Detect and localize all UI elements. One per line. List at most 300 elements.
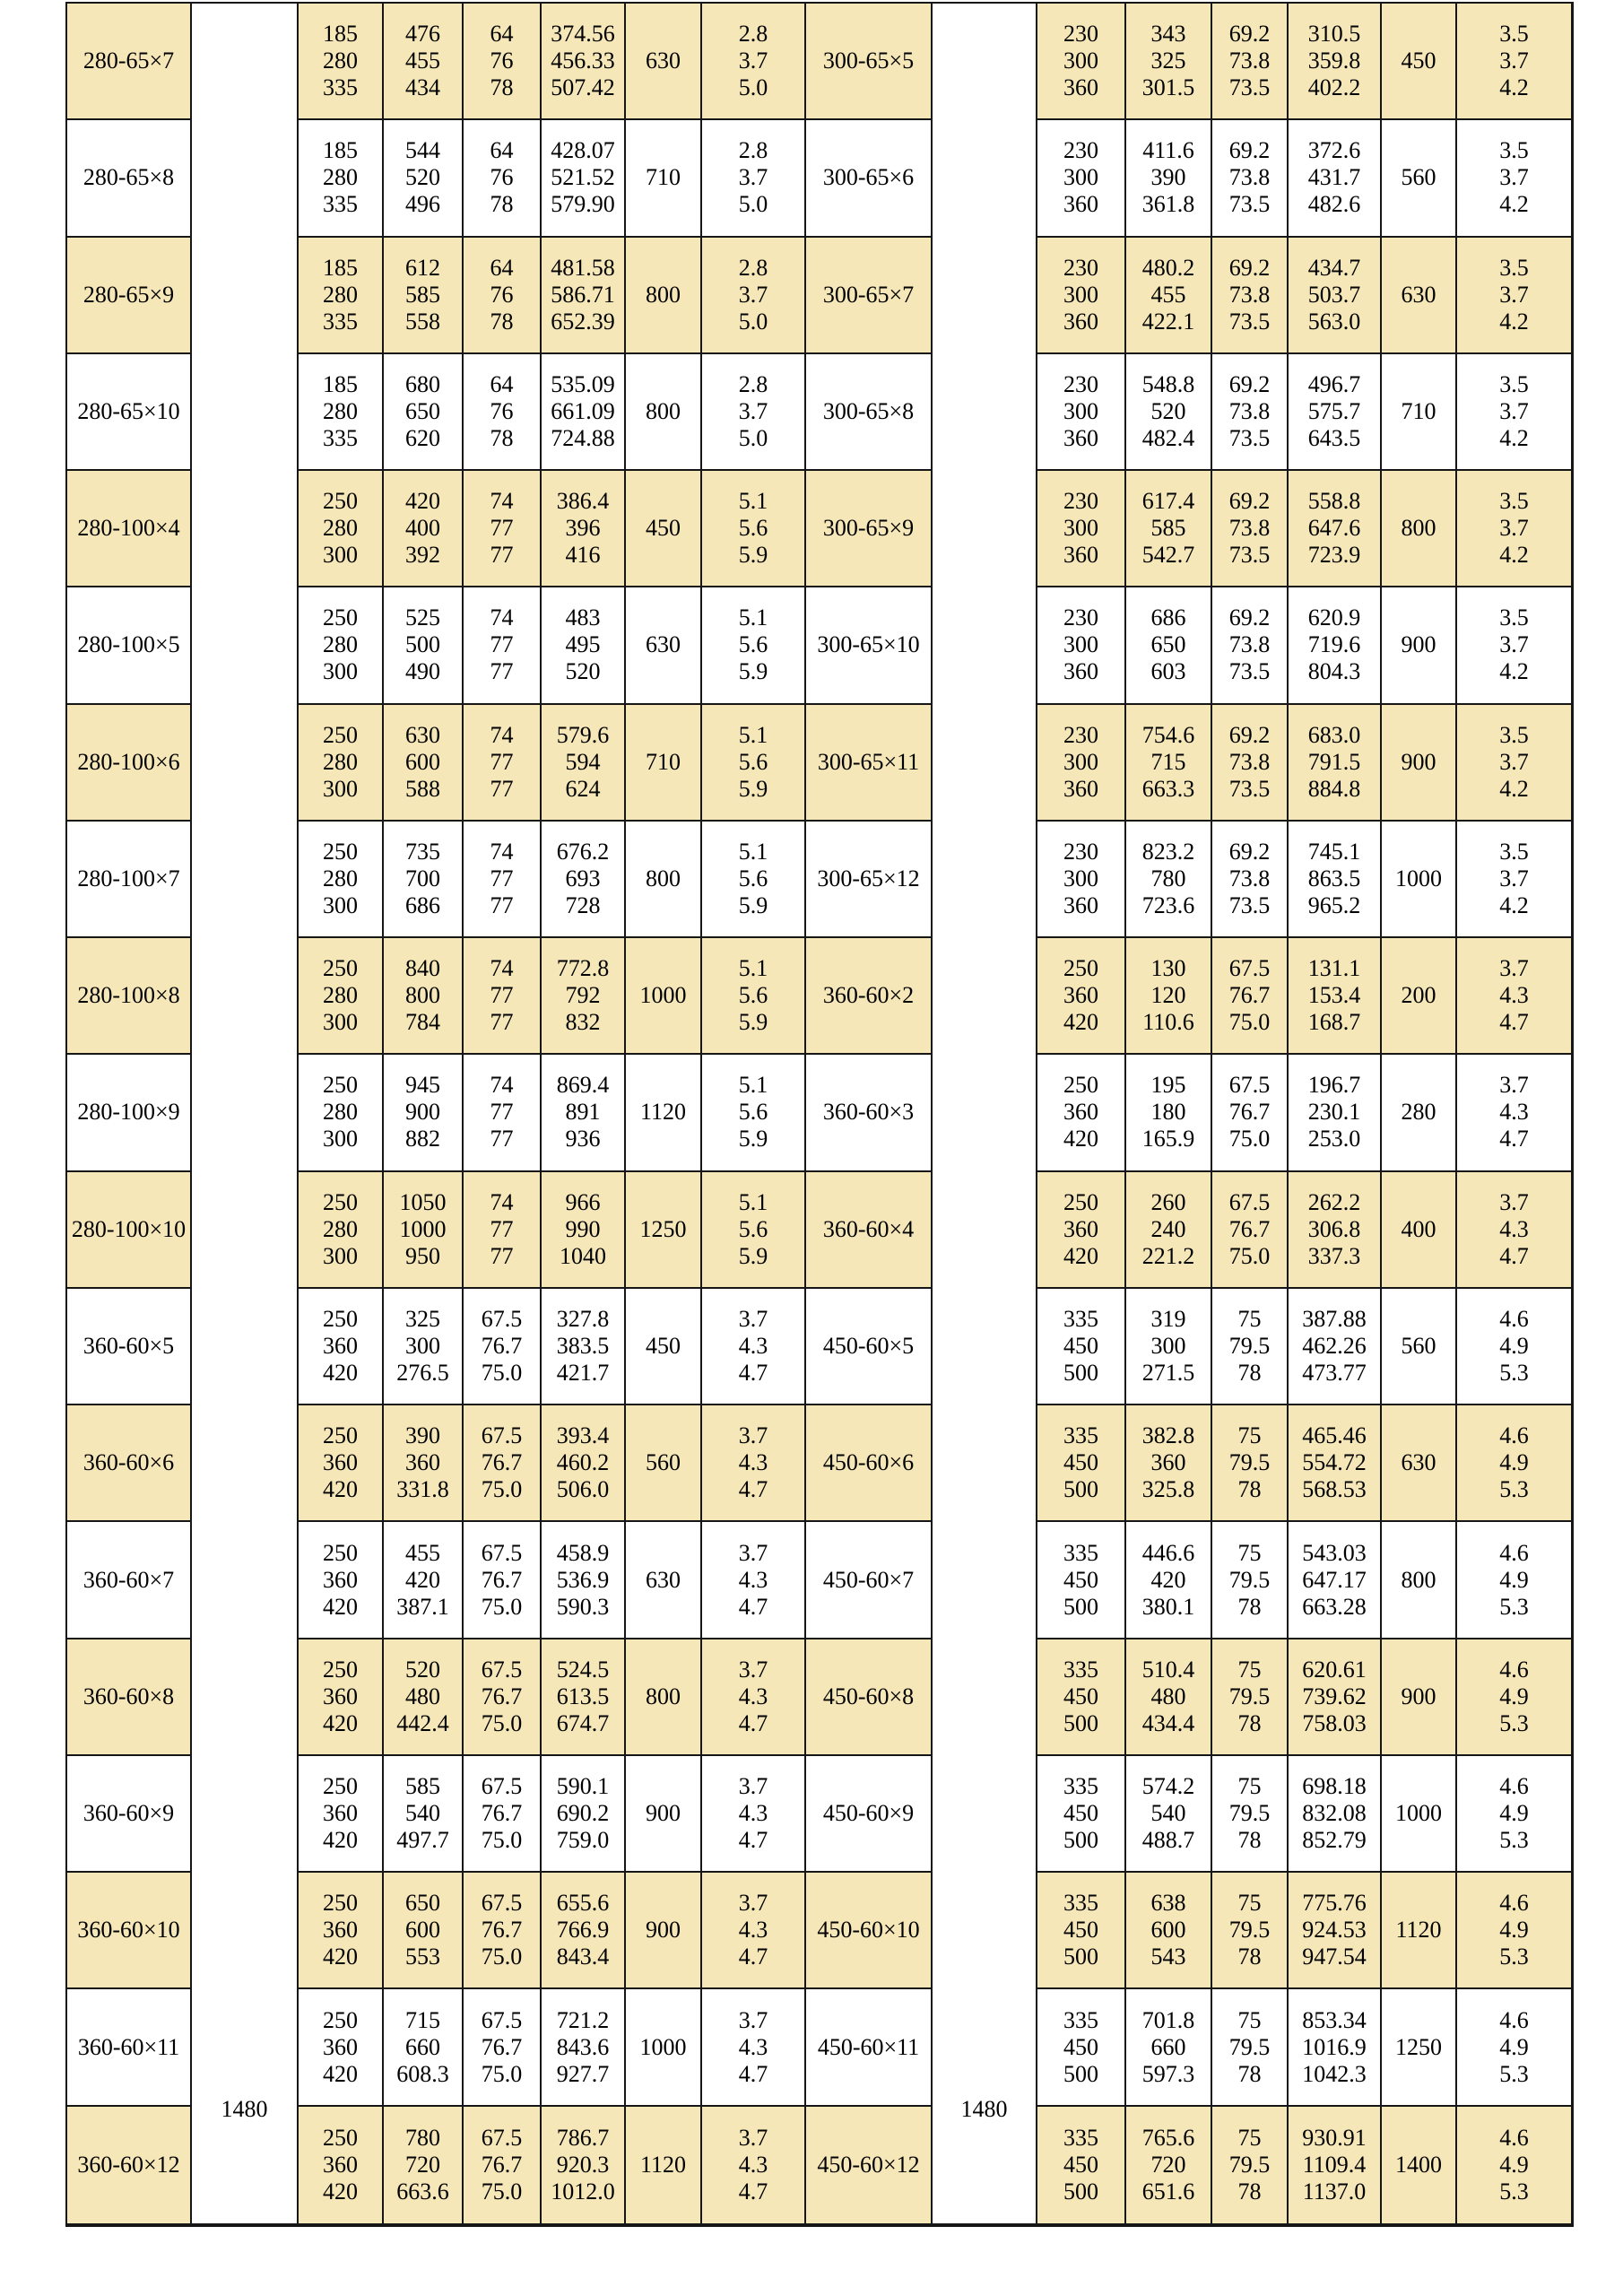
cell-left-power (542, 1989, 626, 2106)
value-npsh: 5.9 (738, 542, 768, 569)
value-power: 496.7 (1307, 370, 1361, 397)
value-head: 600 (1150, 1917, 1186, 1944)
value-flow: 420 (1063, 1242, 1098, 1269)
value-eff: 67.5 (481, 1773, 523, 1800)
value-npsh: 4.7 (738, 1944, 768, 1970)
cell-left-flow (299, 1989, 384, 2106)
value-motor: 630 (646, 1566, 681, 1593)
cell-right-motor (1382, 1756, 1457, 1873)
value-eff: 75.0 (481, 1827, 523, 1854)
value-flow: 420 (323, 1593, 358, 1620)
cell-left-motor (626, 1289, 702, 1405)
value-flow: 360 (323, 1449, 358, 1476)
cell-left-power (542, 471, 626, 587)
value-flow: 500 (1063, 1827, 1098, 1854)
cell-right-npsh (1457, 1756, 1571, 1873)
value-head: 540 (405, 1800, 440, 1827)
cell-right-eff (1212, 120, 1289, 237)
value-head: 720 (1150, 2151, 1186, 2178)
cell-right-power (1289, 1522, 1382, 1639)
value-flow: 280 (323, 397, 358, 424)
value-eff: 67.5 (481, 1890, 523, 1917)
value-head: 720 (405, 2151, 440, 2178)
cell-right-npsh (1457, 1405, 1571, 1522)
value-npsh: 4.6 (1499, 2006, 1529, 2033)
value-npsh: 5.0 (738, 424, 768, 451)
value-power: 766.9 (556, 1917, 610, 1944)
value-eff: 73.5 (1228, 775, 1271, 802)
value-power: 853.34 (1302, 2006, 1367, 2033)
value-motor: 800 (646, 397, 681, 424)
cell-left-motor (626, 2107, 702, 2223)
value-model: 300-65×10 (817, 631, 920, 658)
value-model: 360-60×3 (822, 1099, 915, 1126)
speed-value-left: 1480 (221, 2095, 268, 2122)
value-eff: 78 (490, 424, 514, 451)
value-flow: 420 (323, 2060, 358, 2087)
cell-left-flow (299, 1873, 384, 1989)
value-npsh: 5.0 (738, 74, 768, 101)
value-npsh: 3.7 (1499, 631, 1529, 658)
value-power: 386.4 (556, 488, 610, 515)
value-eff: 78 (1237, 1709, 1262, 1736)
value-power: 1042.3 (1302, 2060, 1367, 2087)
value-eff: 78 (1237, 1944, 1262, 1970)
value-npsh: 5.9 (738, 1009, 768, 1036)
value-head: 663.6 (396, 2178, 449, 2205)
value-head: 110.6 (1142, 1009, 1194, 1036)
value-npsh: 4.6 (1499, 1306, 1529, 1333)
cell-left-npsh (702, 1289, 806, 1405)
value-npsh: 4.2 (1499, 542, 1529, 569)
cell-right-power (1289, 1405, 1382, 1522)
value-npsh: 3.5 (1499, 604, 1529, 631)
value-npsh: 4.9 (1499, 1333, 1529, 1360)
value-power: 721.2 (556, 2006, 610, 2033)
value-power: 620.61 (1302, 1656, 1367, 1683)
value-npsh: 5.6 (738, 865, 768, 891)
cell-left-npsh (702, 1639, 806, 1756)
value-npsh: 3.5 (1499, 254, 1529, 281)
value-flow: 250 (323, 1773, 358, 1800)
value-model: 300-65×5 (822, 48, 915, 74)
value-power: 884.8 (1307, 775, 1361, 802)
value-eff: 64 (490, 254, 514, 281)
value-flow: 500 (1063, 1944, 1098, 1970)
cell-right-model (806, 1289, 933, 1405)
value-flow: 450 (1063, 1917, 1098, 1944)
cell-left-npsh (702, 1756, 806, 1873)
cell-right-head (1126, 238, 1212, 354)
value-head: 325 (405, 1306, 440, 1333)
cell-right-flow (1037, 705, 1126, 822)
cell-right-npsh (1457, 1873, 1571, 1989)
value-npsh: 3.7 (738, 164, 768, 191)
value-eff: 77 (490, 775, 514, 802)
value-motor: 630 (1401, 1449, 1436, 1476)
value-motor: 900 (1401, 631, 1436, 658)
value-head: 420 (405, 1566, 440, 1593)
value-motor: 450 (646, 515, 681, 542)
value-npsh: 4.9 (1499, 1800, 1529, 1827)
value-power: 1109.4 (1302, 2151, 1367, 2178)
value-motor: 450 (1401, 48, 1436, 74)
cell-left-flow (299, 471, 384, 587)
value-head: 390 (1150, 164, 1186, 191)
cell-left-flow (299, 1522, 384, 1639)
cell-left-head (384, 238, 464, 354)
value-power: 431.7 (1307, 164, 1361, 191)
value-eff: 73.5 (1228, 891, 1271, 918)
value-head: 221.2 (1141, 1242, 1195, 1269)
value-head: 597.3 (1141, 2060, 1195, 2087)
cell-left-head (384, 1172, 464, 1289)
value-npsh: 5.3 (1499, 2178, 1529, 2205)
value-npsh: 2.8 (738, 254, 768, 281)
value-head: 130 (1150, 955, 1186, 982)
cell-left-power (542, 238, 626, 354)
cell-right-motor (1382, 471, 1457, 587)
value-power: 168.7 (1307, 1009, 1361, 1036)
value-power: 253.0 (1307, 1126, 1361, 1152)
cell-left-motor (626, 705, 702, 822)
cell-right-eff (1212, 471, 1289, 587)
value-eff: 75 (1237, 1422, 1262, 1449)
value-eff: 77 (490, 542, 514, 569)
value-head: 361.8 (1141, 191, 1195, 218)
value-motor: 560 (1401, 164, 1436, 191)
cell-left-flow (299, 705, 384, 822)
value-eff: 75 (1237, 2006, 1262, 2033)
cell-left-model (67, 120, 192, 237)
cell-left-head (384, 471, 464, 587)
value-eff: 74 (490, 1072, 514, 1099)
pump-performance-table (65, 2, 1574, 2227)
cell-left-head (384, 1756, 464, 1873)
value-head: 420 (1150, 1566, 1186, 1593)
cell-left-eff (464, 705, 542, 822)
value-flow: 420 (323, 1476, 358, 1503)
value-flow: 185 (323, 254, 358, 281)
value-power: 535.09 (551, 370, 615, 397)
value-flow: 300 (1063, 748, 1098, 775)
value-npsh: 5.6 (738, 515, 768, 542)
value-eff: 76 (490, 164, 514, 191)
cell-left-power (542, 1756, 626, 1873)
value-head: 608.3 (396, 2060, 449, 2087)
value-power: 327.8 (556, 1306, 610, 1333)
value-npsh: 3.7 (1499, 1188, 1529, 1215)
value-flow: 250 (323, 2124, 358, 2151)
value-eff: 76.7 (1228, 1099, 1271, 1126)
cell-left-npsh (702, 1405, 806, 1522)
value-npsh: 4.2 (1499, 308, 1529, 335)
value-eff: 77 (490, 515, 514, 542)
cell-right-motor (1382, 1172, 1457, 1289)
value-npsh: 5.0 (738, 308, 768, 335)
value-power: 724.88 (551, 424, 615, 451)
value-head: 680 (405, 370, 440, 397)
value-npsh: 3.5 (1499, 838, 1529, 865)
cell-right-power (1289, 1989, 1382, 2106)
cell-right-npsh (1457, 4, 1571, 120)
cell-right-npsh (1457, 1289, 1571, 1405)
value-flow: 335 (1063, 1422, 1098, 1449)
value-model: 280-100×10 (71, 1215, 187, 1242)
value-motor: 800 (646, 865, 681, 891)
value-flow: 280 (323, 281, 358, 308)
value-npsh: 5.1 (738, 1188, 768, 1215)
value-head: 496 (405, 191, 440, 218)
cell-left-motor (626, 1172, 702, 1289)
cell-right-flow (1037, 1873, 1126, 1989)
value-eff: 77 (490, 1215, 514, 1242)
value-head: 260 (1150, 1188, 1186, 1215)
cell-left-model (67, 587, 192, 704)
value-npsh: 5.0 (738, 191, 768, 218)
value-flow: 360 (323, 1333, 358, 1360)
value-model: 280-65×7 (82, 48, 175, 74)
value-power: 402.2 (1307, 74, 1361, 101)
value-eff: 77 (490, 1242, 514, 1269)
cell-left-power (542, 1639, 626, 1756)
value-head: 480 (1150, 1683, 1186, 1709)
cell-left-npsh (702, 471, 806, 587)
value-head: 482.4 (1141, 424, 1195, 451)
value-npsh: 2.8 (738, 137, 768, 164)
value-model: 450-60×8 (822, 1683, 915, 1709)
value-eff: 73.5 (1228, 74, 1271, 101)
cell-right-head (1126, 1639, 1212, 1756)
value-motor: 200 (1401, 982, 1436, 1009)
value-head: 300 (405, 1333, 440, 1360)
value-eff: 78 (1237, 1827, 1262, 1854)
cell-left-motor (626, 1873, 702, 1989)
value-head: 500 (405, 631, 440, 658)
cell-left-head (384, 587, 464, 704)
value-eff: 79.5 (1228, 1800, 1271, 1827)
value-npsh: 4.2 (1499, 775, 1529, 802)
value-power: 1137.0 (1302, 2178, 1367, 2205)
cell-right-flow (1037, 822, 1126, 938)
value-eff: 76 (490, 281, 514, 308)
value-flow: 360 (1063, 658, 1098, 685)
value-head: 520 (405, 1656, 440, 1683)
value-eff: 73.8 (1228, 281, 1271, 308)
value-flow: 300 (1063, 865, 1098, 891)
value-npsh: 3.7 (738, 1773, 768, 1800)
value-npsh: 4.6 (1499, 1773, 1529, 1800)
value-eff: 67.5 (481, 1539, 523, 1566)
value-motor: 1120 (1395, 1917, 1442, 1944)
value-eff: 67.5 (481, 1656, 523, 1683)
cell-right-eff (1212, 354, 1289, 471)
value-npsh: 4.7 (738, 2060, 768, 2087)
cell-left-eff (464, 4, 542, 120)
value-head: 490 (405, 658, 440, 685)
cell-right-head (1126, 1405, 1212, 1522)
cell-right-head (1126, 1522, 1212, 1639)
value-head: 480 (405, 1683, 440, 1709)
value-head: 823.2 (1141, 838, 1195, 865)
cell-right-head (1126, 1873, 1212, 1989)
value-npsh: 4.9 (1499, 1449, 1529, 1476)
cell-right-model (806, 4, 933, 120)
value-npsh: 5.3 (1499, 1827, 1529, 1854)
cell-right-eff (1212, 4, 1289, 120)
value-power: 396 (565, 515, 601, 542)
value-flow: 250 (323, 488, 358, 515)
value-head: 380.1 (1141, 1593, 1195, 1620)
value-power: 586.71 (551, 281, 615, 308)
value-eff: 77 (490, 891, 514, 918)
cell-left-head (384, 354, 464, 471)
cell-left-flow (299, 1756, 384, 1873)
value-eff: 75.0 (481, 2060, 523, 2087)
value-head: 276.5 (396, 1360, 449, 1387)
value-eff: 78 (490, 191, 514, 218)
value-flow: 185 (323, 370, 358, 397)
cell-right-flow (1037, 1989, 1126, 2106)
value-npsh: 5.1 (738, 604, 768, 631)
cell-left-npsh (702, 238, 806, 354)
value-power: 869.4 (556, 1072, 610, 1099)
value-npsh: 3.7 (1499, 515, 1529, 542)
value-head: 271.5 (1141, 1360, 1195, 1387)
value-npsh: 3.5 (1499, 721, 1529, 748)
value-npsh: 5.3 (1499, 1709, 1529, 1736)
value-power: 613.5 (556, 1683, 610, 1709)
value-model: 360-60×11 (77, 2033, 180, 2060)
cell-left-eff (464, 471, 542, 587)
value-head: 660 (405, 2033, 440, 2060)
cell-right-model (806, 2107, 933, 2223)
value-eff: 73.5 (1228, 191, 1271, 218)
value-motor: 1120 (639, 1099, 687, 1126)
cell-left-model (67, 2107, 192, 2223)
cell-right-head (1126, 2107, 1212, 2223)
value-motor: 900 (1401, 1683, 1436, 1709)
value-flow: 280 (323, 748, 358, 775)
value-model: 280-100×8 (77, 982, 180, 1009)
value-npsh: 4.3 (738, 2151, 768, 2178)
value-eff: 74 (490, 721, 514, 748)
value-npsh: 4.2 (1499, 424, 1529, 451)
value-flow: 360 (323, 1917, 358, 1944)
value-model: 450-60×12 (817, 2151, 920, 2178)
value-npsh: 5.9 (738, 658, 768, 685)
value-flow: 280 (323, 982, 358, 1009)
value-npsh: 5.9 (738, 1242, 768, 1269)
value-head: 455 (1150, 281, 1186, 308)
value-flow: 500 (1063, 2178, 1098, 2205)
value-flow: 360 (1063, 424, 1098, 451)
cell-right-eff (1212, 1289, 1289, 1405)
value-npsh: 3.7 (738, 1539, 768, 1566)
cell-left-eff (464, 1756, 542, 1873)
cell-right-power (1289, 4, 1382, 120)
cell-right-power (1289, 1756, 1382, 1873)
cell-right-eff (1212, 1756, 1289, 1873)
cell-left-npsh (702, 587, 806, 704)
value-flow: 250 (323, 604, 358, 631)
cell-left-power (542, 1873, 626, 1989)
value-model: 280-65×10 (77, 397, 180, 424)
value-eff: 69.2 (1228, 254, 1271, 281)
value-head: 700 (405, 865, 440, 891)
value-power: 495 (565, 631, 601, 658)
cell-left-npsh (702, 354, 806, 471)
value-power: 590.3 (556, 1593, 610, 1620)
cell-left-motor (626, 822, 702, 938)
value-head: 325.8 (1141, 1476, 1195, 1503)
value-power: 465.46 (1302, 1422, 1367, 1449)
value-npsh: 4.6 (1499, 1890, 1529, 1917)
value-flow: 250 (323, 1539, 358, 1566)
value-power: 503.7 (1307, 281, 1361, 308)
cell-left-eff (464, 1055, 542, 1171)
value-power: 804.3 (1307, 658, 1361, 685)
value-flow: 360 (1063, 308, 1098, 335)
cell-left-eff (464, 822, 542, 938)
value-flow: 250 (323, 1890, 358, 1917)
value-eff: 75 (1237, 1306, 1262, 1333)
value-flow: 420 (323, 2178, 358, 2205)
value-eff: 76 (490, 48, 514, 74)
cell-left-model (67, 1405, 192, 1522)
value-power: 990 (565, 1215, 601, 1242)
value-eff: 78 (490, 74, 514, 101)
value-flow: 280 (323, 515, 358, 542)
value-flow: 360 (323, 2033, 358, 2060)
cell-left-eff (464, 238, 542, 354)
value-eff: 77 (490, 748, 514, 775)
cell-left-motor (626, 1989, 702, 2106)
cell-left-npsh (702, 1172, 806, 1289)
value-head: 390 (405, 1422, 440, 1449)
cell-right-eff (1212, 1405, 1289, 1522)
cell-right-motor (1382, 1639, 1457, 1756)
value-eff: 73.8 (1228, 748, 1271, 775)
value-eff: 77 (490, 1126, 514, 1152)
cell-right-npsh (1457, 1522, 1571, 1639)
value-flow: 420 (1063, 1126, 1098, 1152)
cell-right-power (1289, 587, 1382, 704)
cell-left-npsh (702, 1873, 806, 1989)
value-eff: 76.7 (481, 2033, 523, 2060)
value-head: 754.6 (1141, 721, 1195, 748)
cell-left-motor (626, 1522, 702, 1639)
value-head: 784 (405, 1009, 440, 1036)
value-head: 585 (1150, 515, 1186, 542)
value-power: 230.1 (1307, 1099, 1361, 1126)
value-flow: 280 (323, 1099, 358, 1126)
value-motor: 630 (646, 631, 681, 658)
cell-left-flow (299, 2107, 384, 2223)
value-eff: 75 (1237, 2124, 1262, 2151)
value-power: 594 (565, 748, 601, 775)
value-flow: 450 (1063, 1566, 1098, 1593)
value-power: 786.7 (556, 2124, 610, 2151)
cell-left-head (384, 1522, 464, 1639)
cell-right-model (806, 822, 933, 938)
value-flow: 230 (1063, 21, 1098, 48)
value-flow: 450 (1063, 1449, 1098, 1476)
cell-right-model (806, 587, 933, 704)
value-flow: 300 (323, 1242, 358, 1269)
value-power: 723.9 (1307, 542, 1361, 569)
cell-left-model (67, 1055, 192, 1171)
